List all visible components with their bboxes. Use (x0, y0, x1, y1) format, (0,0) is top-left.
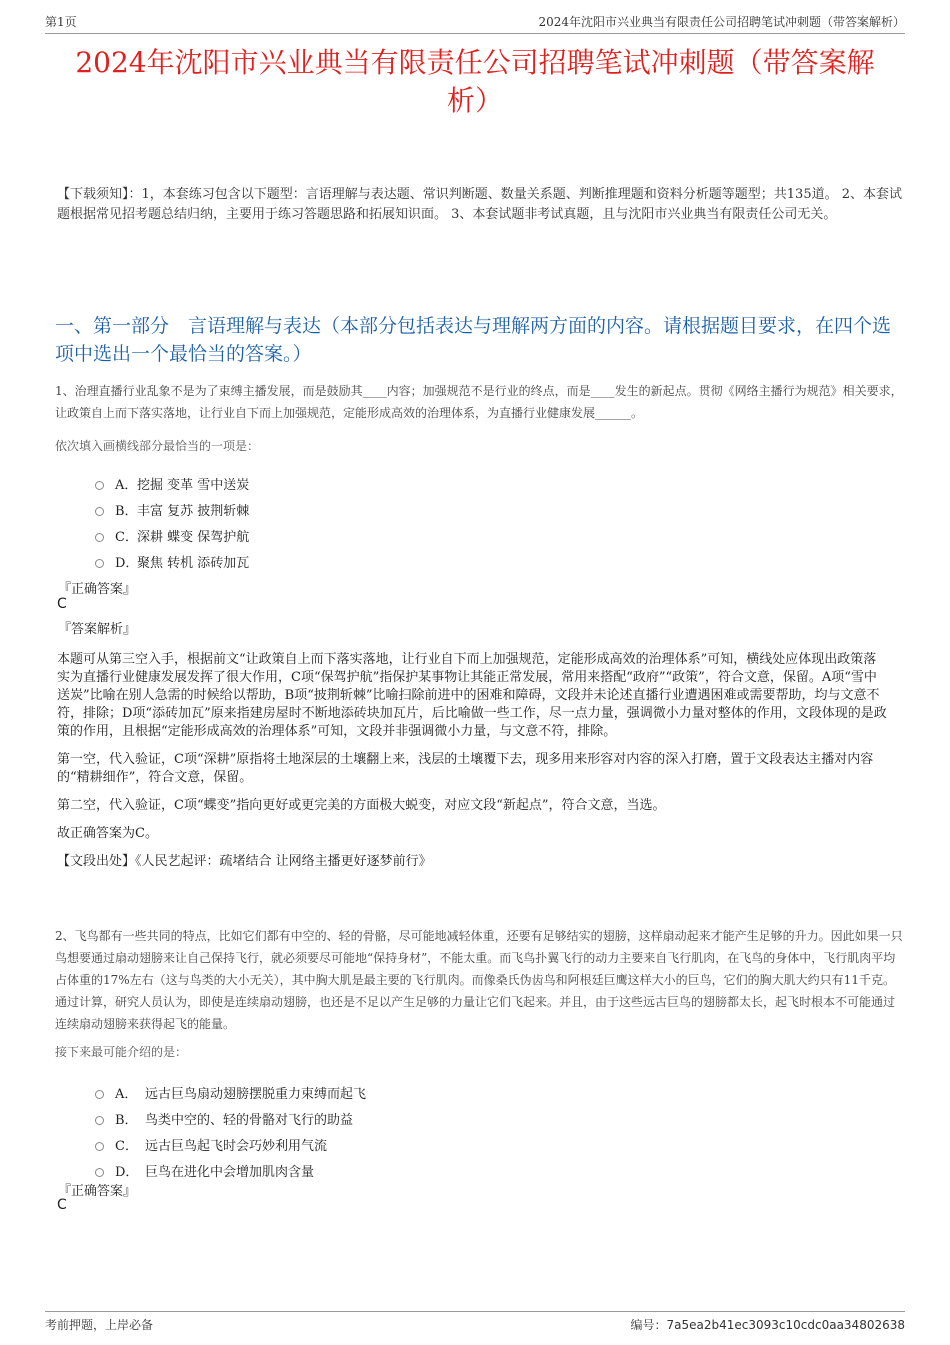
question-2-stem: 2、飞鸟都有一些共同的特点，比如它们都有中空的、轻的骨骼，尽可能地减轻体重，还要有足够结实的翅膀，这样扇动起来才能产生足够的升力。因此如果一只鸟想要通过扇动翅膀来让自己保持飞行，就必须要尽可能地“保持身材”，不能太重。而飞鸟扑翼飞行的动力主要来自飞行肌肉，在飞鸟的身体中，飞行肌肉平均占体重的17%左右（这与鸟类的大小无关），其中胸大肌是最主要的飞行肌肉。而像桑氏伪齿鸟和阿根廷巨鹰这样大小的巨鸟，它们的胸大肌大约只有11千克。通过计算，研究人员认为，即使是连续扇动翅膀，也还是不足以产生足够的力量让它们飞起来。并且，由于这些远古巨鸟的翅膀都太长，起飞时根本不可能通过连续扇动翅膀来获得起飞的能量。 (55, 929, 903, 1031)
question-1-options (95, 470, 249, 574)
page-header (45, 14, 905, 34)
footer-code-label: 编号： (630, 1318, 667, 1332)
option-letter: A． (115, 1086, 138, 1102)
option-text: 聚焦 转机 添砖加瓦 (137, 555, 250, 571)
radio-icon[interactable] (95, 1116, 104, 1125)
analysis-paragraph: 本题可从第三空入手，根据前文“让政策自上而下落实落地，让行业自下而上加强规范，定能形成高效的治理体系”可知，横线处应体现出政策落实为直播行业健康发展发挥了很大作用，C项“保驾护航”指保护某事物让其能正常发展，常用来搭配“政府”“政策”，符合文意，保留。A项“雪中送炭”比喻在别人急需的时候给以帮助，B项“披荆斩棘”比喻扫除前进中的困难和障碍，文段并未论述直播行业遭遇困难或需要帮助，均与文意不符，排除；D项“添砖加瓦”原来指建房屋时不断地添砖块加瓦片，后比喻做一些工作，尽一点力量，强调微小力量对整体的作用，文段体现的是政策的作用，且根据“定能形成高效的治理体系”可知，文段并非强调微小力量，与文意不符，排除。 (57, 652, 887, 739)
download-notice: 【下载须知】：1，本套练习包含以下题型：言语理解与表达题、常识判断题、数量关系题、判断推理题和资料分析题等题型；共135道。 2、本套试题根据常见招考题总结归纳，主要用于练习答题思路和拓展知识面。 3、本套试题非考试真题，且与沈阳市兴业典当有限责任公司无关。 (57, 187, 902, 222)
option-text: 丰富 复苏 披荆斩棘 (137, 503, 250, 519)
option-letter: B． (115, 1112, 138, 1128)
q2-option-a[interactable] (95, 1079, 366, 1105)
page-footer (45, 1311, 905, 1333)
q2-answer-label: 『正确答案』 (58, 1184, 137, 1199)
footer-code (630, 1316, 905, 1333)
analysis-paragraph: 第一空，代入验证，C项“深耕”原指将土地深层的土壤翻上来，浅层的土壤覆下去，现多用来形容对内容的深入打磨，置于文段表达主播对内容的“精耕细作”，符合文意，保留。 (57, 752, 874, 785)
footer-code-value: 7a5ea2b41ec3093c10cdc0aa34802638 (666, 1318, 905, 1332)
q2-correct-answer: C (57, 1197, 67, 1213)
question-1-stem: 1、治理直播行业乱象不是为了束缚主播发展，而是鼓励其____内容；加强规范不是行业的终点，而是____发生的新起点。贯彻《网络主播行为规范》相关要求，让政策自上而下落实落地，让行业自下而上加强规范，定能形成高效的治理体系，为直播行业健康发展______。 (55, 384, 903, 420)
option-letter: C． (115, 529, 138, 545)
radio-icon[interactable] (95, 533, 104, 542)
section-heading: 一、第一部分 言语理解与表达（本部分包括表达与理解两方面的内容。请根据题目要求，在四个选项中选出一个最恰当的答案。） (55, 315, 892, 365)
q1-analysis-label: 『答案解析』 (58, 622, 137, 637)
document-title: 2024年沈阳市兴业典当有限责任公司招聘笔试冲刺题（带答案解析） (75, 46, 875, 117)
radio-icon[interactable] (95, 507, 104, 516)
option-letter: C． (115, 1138, 138, 1154)
footer-slogan: 考前押题，上岸必备 (45, 1318, 154, 1332)
analysis-source: 【文段出处】《人民艺起评：疏堵结合 让网络主播更好逐梦前行》 (57, 854, 432, 869)
radio-icon[interactable] (95, 559, 104, 568)
question-2-options (95, 1079, 366, 1183)
option-text: 远古巨鸟起飞时会巧妙利用气流 (145, 1138, 328, 1154)
q2-option-c[interactable] (95, 1131, 366, 1157)
header-doc-name: 2024年沈阳市兴业典当有限责任公司招聘笔试冲刺题（带答案解析） (538, 15, 905, 29)
q1-option-c[interactable] (95, 522, 249, 548)
q1-option-d[interactable] (95, 548, 249, 574)
radio-icon[interactable] (95, 1090, 104, 1099)
option-text: 远古巨鸟扇动翅膀摆脱重力束缚而起飞 (145, 1086, 367, 1102)
analysis-paragraph: 第二空，代入验证，C项“蝶变”指向更好或更完美的方面极大蜕变，对应文段“新起点”，符合文意，当选。 (57, 798, 666, 813)
page-number: 第1页 (45, 15, 77, 29)
option-text: 深耕 蝶变 保驾护航 (137, 529, 250, 545)
q1-answer-label: 『正确答案』 (58, 582, 137, 597)
option-text: 巨鸟在进化中会增加肌肉含量 (145, 1164, 315, 1180)
option-letter: B． (115, 503, 138, 519)
option-text: 鸟类中空的、轻的骨骼对飞行的助益 (145, 1112, 354, 1128)
q1-correct-answer: C (57, 596, 67, 612)
question-2-prompt: 接下来最可能介绍的是： (55, 1045, 188, 1059)
question-1-prompt: 依次填入画横线部分最恰当的一项是： (55, 439, 260, 453)
radio-icon[interactable] (95, 481, 104, 490)
option-letter: D． (115, 555, 139, 571)
option-letter: D． (115, 1164, 139, 1180)
q2-option-b[interactable] (95, 1105, 366, 1131)
radio-icon[interactable] (95, 1168, 104, 1177)
q1-analysis (57, 651, 888, 881)
radio-icon[interactable] (95, 1142, 104, 1151)
option-letter: A． (115, 477, 138, 493)
q1-option-a[interactable] (95, 470, 249, 496)
option-text: 挖掘 变革 雪中送炭 (137, 477, 250, 493)
q1-option-b[interactable] (95, 496, 249, 522)
analysis-paragraph: 故正确答案为C。 (57, 826, 158, 841)
